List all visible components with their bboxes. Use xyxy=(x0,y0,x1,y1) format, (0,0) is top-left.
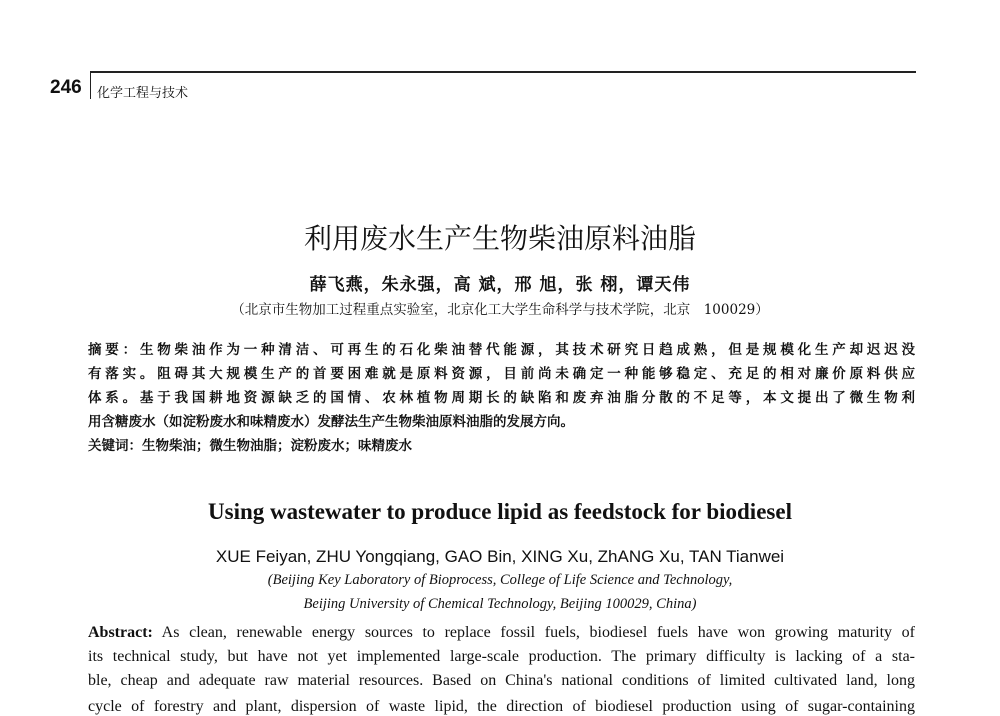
cn-abstract-line xyxy=(88,338,915,358)
cn-keywords-label: 关键词： xyxy=(88,438,142,454)
cn-keywords xyxy=(88,434,915,454)
en-abstract-line: its technical study, but have not yet implemented large-scale production. The primary difficulty is lacking of a sta- xyxy=(88,648,915,665)
en-affiliation-line: Beijing University of Chemical Technology, Beijing 100029, China) xyxy=(303,596,697,612)
en-abstract-text: As clean, renewable energy sources to replace fossil fuels, biodiesel fuels have won growing maturity of xyxy=(152,624,915,641)
en-abstract-line xyxy=(88,624,915,642)
en-title: Using wastewater to produce lipid as feedstock for biodiesel xyxy=(208,499,792,524)
cn-abstract-line: 用含糖废水（如淀粉废水和味精废水）发酵法生产生物柴油原料油脂的发展方向。 xyxy=(88,414,574,430)
cn-affiliation: （北京市生物加工过程重点实验室，北京化工大学生命科学与技术学院，北京 100029） xyxy=(231,302,769,318)
header-divider xyxy=(90,71,91,99)
cn-title: 利用废水生产生物柴油原料油脂 xyxy=(303,222,696,255)
en-authors: XUE Feiyan, ZHU Yongqiang, GAO Bin, XING Xu, ZhANG Xu, TAN Tianwei xyxy=(215,547,785,566)
journal-name: 化学工程与技术 xyxy=(97,86,189,101)
cn-abstract-label: 摘要： xyxy=(88,342,140,358)
page-number: 246 xyxy=(50,77,82,98)
cn-abstract-line: 体系。基于我国耕地资源缺乏的国情、农林植物周期长的缺陷和废弃油脂分散的不足等，本文提出了微生物利 xyxy=(88,390,915,406)
cn-keywords-text: 生物柴油；微生物油脂；淀粉废水；味精废水 xyxy=(142,438,412,454)
en-abstract-label: Abstract: xyxy=(88,624,153,641)
en-affiliation-line: (Beijing Key Laboratory of Bioprocess, College of Life Science and Technology, xyxy=(267,572,733,588)
en-abstract-line: ble, cheap and adequate raw material resources. Based on China's national conditions of limited cultivated land, long xyxy=(88,672,915,689)
cn-abstract-line: 有落实。阻碍其大规模生产的首要困难就是原料资源，目前尚未确定一种能够稳定、充足的相对廉价原料供应 xyxy=(88,366,915,382)
cn-abstract-text: 生物柴油作为一种清洁、可再生的石化柴油替代能源，其技术研究日趋成熟，但是规模化生产却迟迟没 xyxy=(139,342,916,358)
cn-authors: 薛飞燕，朱永强，高 斌，邢 旭，张 栩，谭天伟 xyxy=(309,275,691,295)
en-abstract-line: cycle of forestry and plant, dispersion of waste lipid, the direction of biodiesel production using of sugar-containing xyxy=(88,698,915,715)
header-rule xyxy=(90,71,916,73)
